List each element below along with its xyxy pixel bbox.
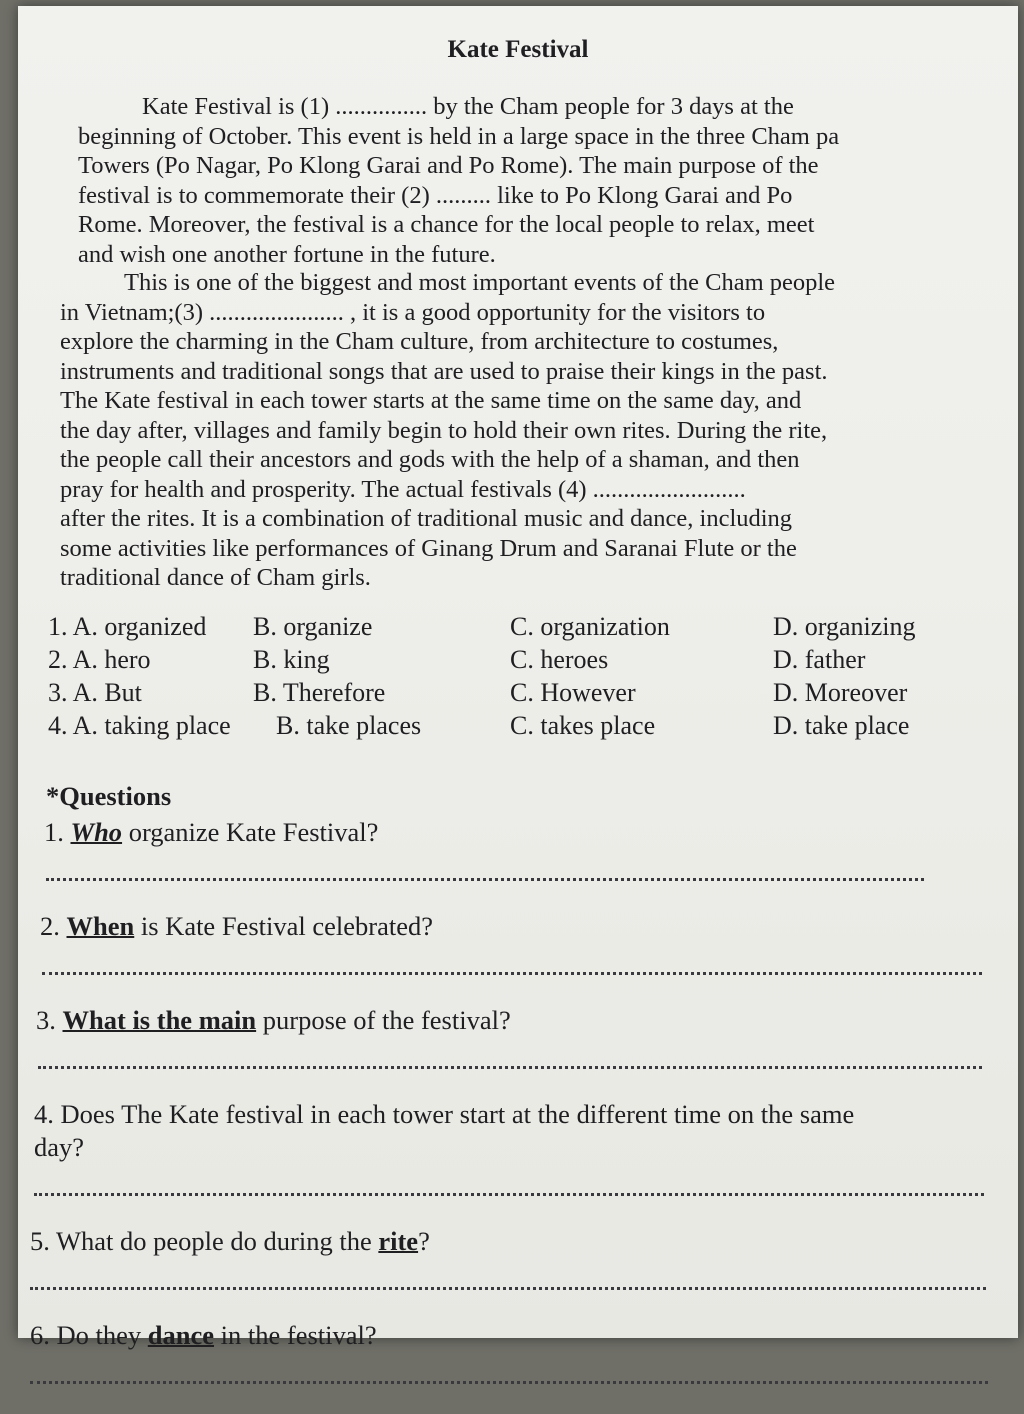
question-6 bbox=[30, 1320, 990, 1351]
text-line: after the rites. It is a combination of traditional music and dance, including bbox=[60, 505, 793, 532]
text-line: and wish one another fortune in the future. bbox=[78, 240, 496, 268]
question-1 bbox=[44, 817, 990, 848]
question-text: purpose of the festival? bbox=[256, 1005, 511, 1035]
question-text: 6. Do they bbox=[30, 1320, 148, 1350]
option-c: C. heroes bbox=[510, 645, 609, 674]
text-line: The Kate festival in each tower starts at the same time on the same day, and bbox=[60, 387, 802, 414]
option-b: B. Therefore bbox=[253, 678, 386, 707]
text-line: Kate Festival is (1) ............... by the Cham people for 3 days at the bbox=[142, 93, 794, 120]
text-line: in Vietnam;(3) ...................... , it is a good opportunity for the visitors to bbox=[60, 298, 766, 326]
paragraph-1 bbox=[78, 92, 839, 269]
option-c: C. takes place bbox=[510, 711, 656, 740]
option-d: D. take place bbox=[773, 711, 910, 740]
question-keyword: What is the main bbox=[62, 1005, 257, 1035]
question-4-line-1: 4. Does The Kate festival in each tower start at the different time on the same bbox=[34, 1099, 855, 1129]
answer-line-5[interactable] bbox=[30, 1285, 986, 1290]
text-line: the people call their ancestors and gods with the help of a shaman, and then bbox=[60, 446, 800, 473]
option-b: B. take places bbox=[276, 711, 422, 740]
text-line: some activities like performances of Ginang Drum and Saranai Flute or the bbox=[60, 534, 797, 562]
text-line: Towers (Po Nagar, Po Klong Garai and Po Rome). The main purpose of the bbox=[78, 152, 819, 179]
question-number: 3. bbox=[36, 1005, 63, 1035]
option-d: D. organizing bbox=[773, 612, 916, 641]
option-d: D. Moreover bbox=[773, 678, 908, 707]
question-text: is Kate Festival celebrated? bbox=[134, 911, 433, 941]
text-line: festival is to commemorate their (2) ......... like to Po Klong Garai and Po bbox=[78, 181, 793, 209]
option-d: D. father bbox=[773, 645, 866, 674]
question-number: 2. bbox=[40, 911, 67, 941]
question-keyword: rite bbox=[378, 1226, 419, 1256]
question-keyword: When bbox=[66, 911, 135, 941]
text-line: Rome. Moreover, the festival is a chance for the local people to relax, meet bbox=[78, 211, 815, 238]
question-text: 5. What do people do during the bbox=[30, 1226, 379, 1256]
option-a: 2. A. hero bbox=[48, 645, 151, 674]
text-line: traditional dance of Cham girls. bbox=[60, 564, 371, 591]
text-line: pray for health and prosperity. The actual festivals (4) ......................... bbox=[60, 475, 746, 503]
text-line: This is one of the biggest and most important events of the Cham people bbox=[124, 269, 836, 296]
worksheet-page bbox=[18, 6, 1018, 1350]
answer-line-6[interactable] bbox=[30, 1379, 988, 1384]
question-5 bbox=[30, 1226, 990, 1257]
page-title: Kate Festival bbox=[447, 36, 589, 63]
option-c: C. organization bbox=[510, 612, 670, 641]
answer-line-3[interactable] bbox=[38, 1064, 982, 1069]
question-text: ? bbox=[418, 1226, 430, 1256]
option-a: 4. A. taking place bbox=[48, 711, 231, 740]
question-number: 1. bbox=[44, 817, 71, 847]
question-3 bbox=[36, 1005, 990, 1036]
answer-line-2[interactable] bbox=[42, 970, 982, 975]
answer-line-1[interactable] bbox=[46, 876, 924, 881]
question-2 bbox=[40, 911, 990, 942]
text-line: explore the charming in the Cham culture, from architecture to costumes, bbox=[60, 328, 779, 355]
text-line: the day after, villages and family begin to hold their own rites. During the rite, bbox=[60, 416, 828, 444]
questions-heading: *Questions bbox=[46, 781, 172, 811]
question-keyword: Who bbox=[70, 817, 123, 847]
text-line: instruments and traditional songs that are used to praise their kings in the past. bbox=[60, 357, 828, 385]
question-keyword: dance bbox=[147, 1320, 215, 1350]
option-a: 1. A. organized bbox=[48, 612, 207, 641]
option-b: B. organize bbox=[253, 612, 373, 641]
answer-line-4[interactable] bbox=[34, 1191, 984, 1196]
option-c: C. However bbox=[510, 678, 636, 707]
questions-section bbox=[30, 781, 990, 1414]
paragraph-2 bbox=[60, 268, 835, 593]
option-a: 3. A. But bbox=[48, 678, 142, 707]
question-4-line-2: day? bbox=[34, 1132, 85, 1162]
question-text: in the festival? bbox=[214, 1320, 377, 1350]
option-b: B. king bbox=[253, 645, 330, 674]
question-text: organize Kate Festival? bbox=[122, 817, 379, 847]
text-line: beginning of October. This event is held in a large space in the three Cham pa bbox=[78, 122, 840, 150]
